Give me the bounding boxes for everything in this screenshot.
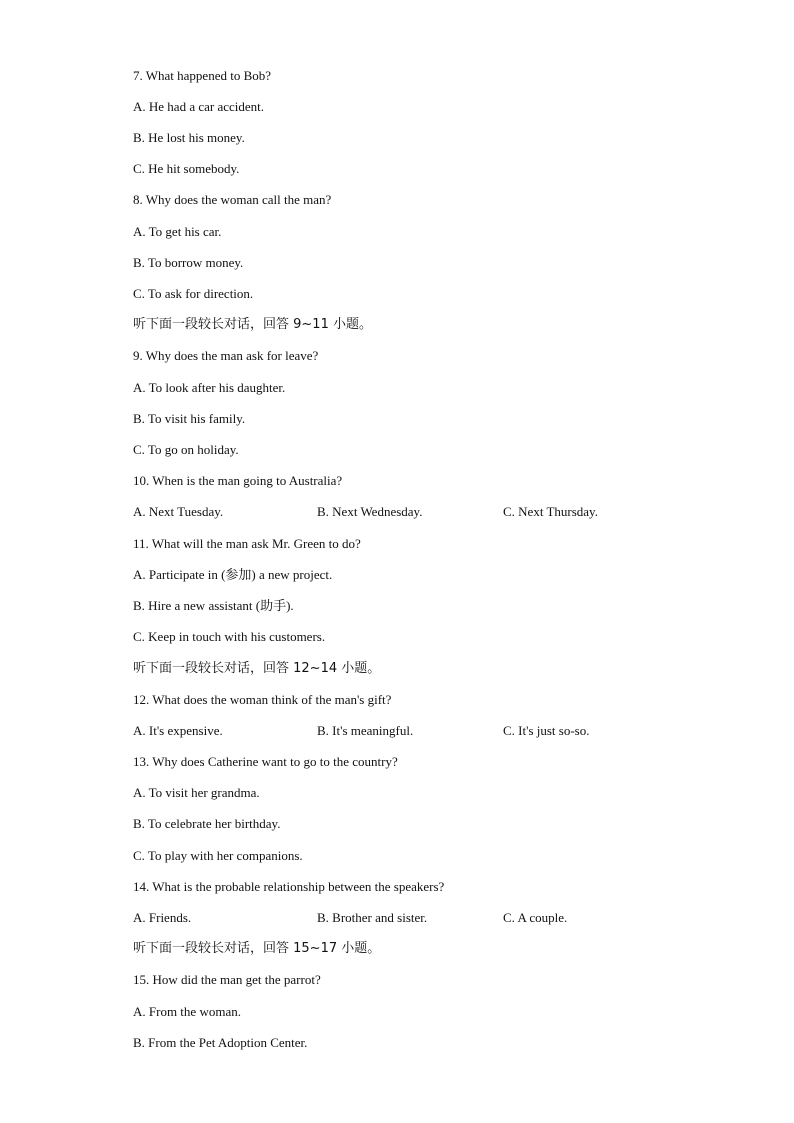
- option-7a: A. He had a car accident.: [133, 99, 265, 114]
- option-7b: B. He lost his money.: [133, 130, 245, 145]
- option-13b: B. To celebrate her birthday.: [133, 816, 281, 831]
- section-instruction-15-17: 听下面一段较长对话，回答 15~17 小题。: [133, 941, 381, 956]
- option-8a: A. To get his car.: [133, 224, 222, 239]
- option-8c: C. To ask for direction.: [133, 286, 254, 301]
- option-10b: B. Next Wednesday.: [317, 504, 423, 519]
- section-instruction-9-11: 听下面一段较长对话，回答 9~11 小题。: [133, 317, 372, 332]
- option-10c: C. Next Thursday.: [503, 504, 598, 519]
- option-14b: B. Brother and sister.: [317, 910, 428, 925]
- question-8: 8. Why does the woman call the man?: [133, 192, 332, 207]
- option-13a: A. To visit her grandma.: [133, 785, 260, 800]
- option-9a: A. To look after his daughter.: [133, 380, 286, 395]
- question-7: 7. What happened to Bob?: [133, 68, 272, 83]
- option-14a: A. Friends.: [133, 910, 192, 925]
- question-12: 12. What does the woman think of the man's gift?: [133, 692, 392, 707]
- option-8b: B. To borrow money.: [133, 255, 244, 270]
- option-13c: C. To play with her companions.: [133, 848, 303, 863]
- question-11: 11. What will the man ask Mr. Green to do?: [133, 536, 361, 551]
- option-11a: A. Participate in (参加) a new project.: [133, 567, 333, 582]
- question-14: 14. What is the probable relationship between the speakers?: [133, 879, 445, 894]
- question-9: 9. Why does the man ask for leave?: [133, 348, 319, 363]
- option-11b: B. Hire a new assistant (助手).: [133, 598, 294, 613]
- option-7c: C. He hit somebody.: [133, 161, 240, 176]
- question-13: 13. Why does Catherine want to go to the country?: [133, 754, 398, 769]
- option-12c: C. It's just so-so.: [503, 723, 590, 738]
- option-15b: B. From the Pet Adoption Center.: [133, 1035, 308, 1050]
- option-15a: A. From the woman.: [133, 1004, 241, 1019]
- option-10a: A. Next Tuesday.: [133, 504, 224, 519]
- question-15: 15. How did the man get the parrot?: [133, 972, 321, 987]
- option-9b: B. To visit his family.: [133, 411, 246, 426]
- option-12a: A. It's expensive.: [133, 723, 223, 738]
- option-12b: B. It's meaningful.: [317, 723, 414, 738]
- option-9c: C. To go on holiday.: [133, 442, 239, 457]
- section-instruction-12-14: 听下面一段较长对话，回答 12~14 小题。: [133, 661, 381, 676]
- question-10: 10. When is the man going to Australia?: [133, 473, 343, 488]
- option-11c: C. Keep in touch with his customers.: [133, 629, 326, 644]
- option-14c: C. A couple.: [503, 910, 568, 925]
